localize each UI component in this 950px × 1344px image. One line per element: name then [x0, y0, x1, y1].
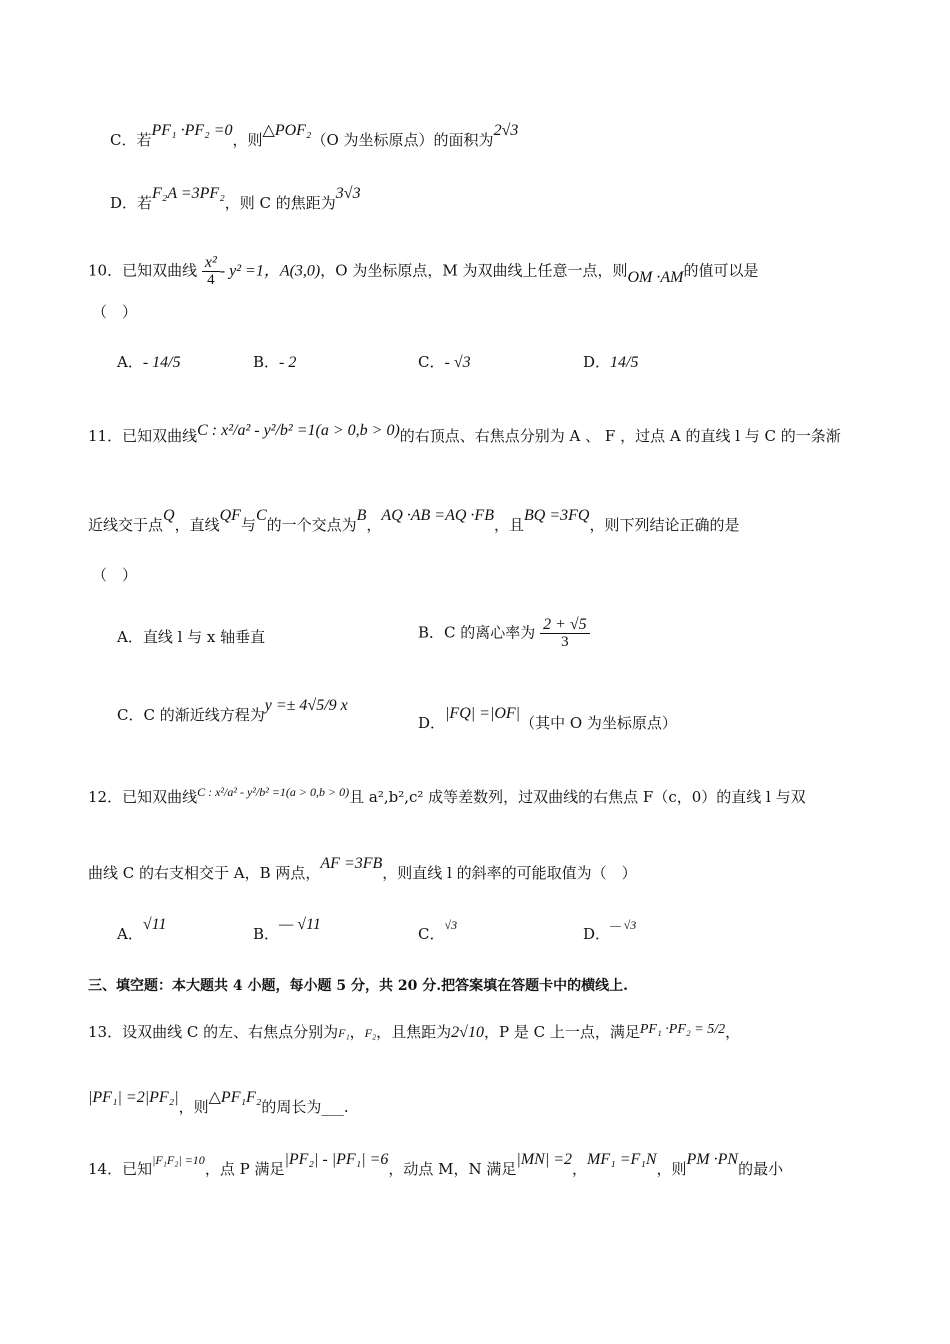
q12-stem-line1: 12．已知双曲线C : x²/a² - y²/b² =1(a > 0,b > 0)且 a²,b²,c² 成等差数列，过双曲线的右焦点 F（c，0）的直线 l 与双: [88, 785, 806, 806]
q12-option-b: B．— √11: [253, 916, 321, 943]
q9-option-d: D．若F₂A =3PF₂，则 C 的焦距为3√3: [110, 185, 361, 212]
q10-option-a: A．- 14/5: [117, 353, 181, 371]
q11-stem-line2: 近线交于点Q，直线QF与C的一个交点为B，AQ ·AB =AQ ·FB，且BQ =3FQ，则下列结论正确的是: [88, 507, 740, 534]
q10-eq-fraction: $\frac{\text{x²}}{4}$: [202, 254, 220, 289]
q12-option-c: C．√3: [418, 918, 458, 943]
q9-c-formula: PF₁ ·PF₂ =0: [151, 122, 233, 139]
q10-paren: （ ）: [92, 303, 138, 321]
q14-stem: 14．已知|F₁F₂| =10，点 P 满足|PF₂| - |PF₁| =6，动点 M，N 满足|MN| =2，MF₁ =F₁N，则PM ·PN的最小: [88, 1151, 784, 1178]
q10-stem: 10．已知双曲线 $\frac{\text{x²}}{4}$ - y² =1，A(3,0)，O 为坐标原点，M 为双曲线上任意一点，则OM ·AM的值可以是: [88, 254, 759, 288]
q10-option-d: D．14/5: [583, 353, 639, 371]
q12-option-d: D．— √3: [583, 918, 637, 943]
q9-option-c: C．若PF₁ ·PF₂ =0，则△POF₂（O 为坐标原点）的面积为2√3: [110, 122, 519, 149]
q12-option-a: A．√11: [117, 916, 167, 943]
q13-stem-line1: 13．设双曲线 C 的左、右焦点分别为F₁，F₂，且焦距为2√10，P 是 C 上一点，满足PF₁ ·PF₂ = 5/2，: [88, 1022, 741, 1041]
q11-option-b: B．C 的离心率为 $\frac{2 + √5}{3}$: [418, 616, 590, 651]
q11-option-a: A．直线 l 与 x 轴垂直: [117, 628, 266, 646]
q11-stem-line1: 11．已知双曲线C : x²/a² - y²/b² =1(a > 0,b > 0)的右顶点、右焦点分别为 A 、 F ，过点 A 的直线 l 与 C 的一条渐: [88, 422, 841, 445]
q12-stem-line2: 曲线 C 的右支相交于 A，B 两点，AF =3FB，则直线 l 的斜率的可能取值为（ ）: [88, 855, 637, 882]
q13-stem-line2: |PF₁| =2|PF₂|，则△PF₁F₂的周长为___.: [88, 1089, 349, 1116]
q11-option-c: C．C 的渐近线方程为y =± 4√5/9 x: [117, 697, 348, 724]
q11-paren: （ ）: [92, 566, 138, 584]
section-3-heading: 三、填空题：本大题共 4 小题，每小题 5 分，共 20 分.把答案填在答题卡中的横线上.: [88, 978, 628, 994]
q10-option-b: B．- 2: [253, 353, 297, 371]
q11-option-d: D．|FQ| =|OF|（其中 O 为坐标原点）: [418, 705, 677, 732]
q10-option-c: C．- √3: [418, 353, 471, 371]
